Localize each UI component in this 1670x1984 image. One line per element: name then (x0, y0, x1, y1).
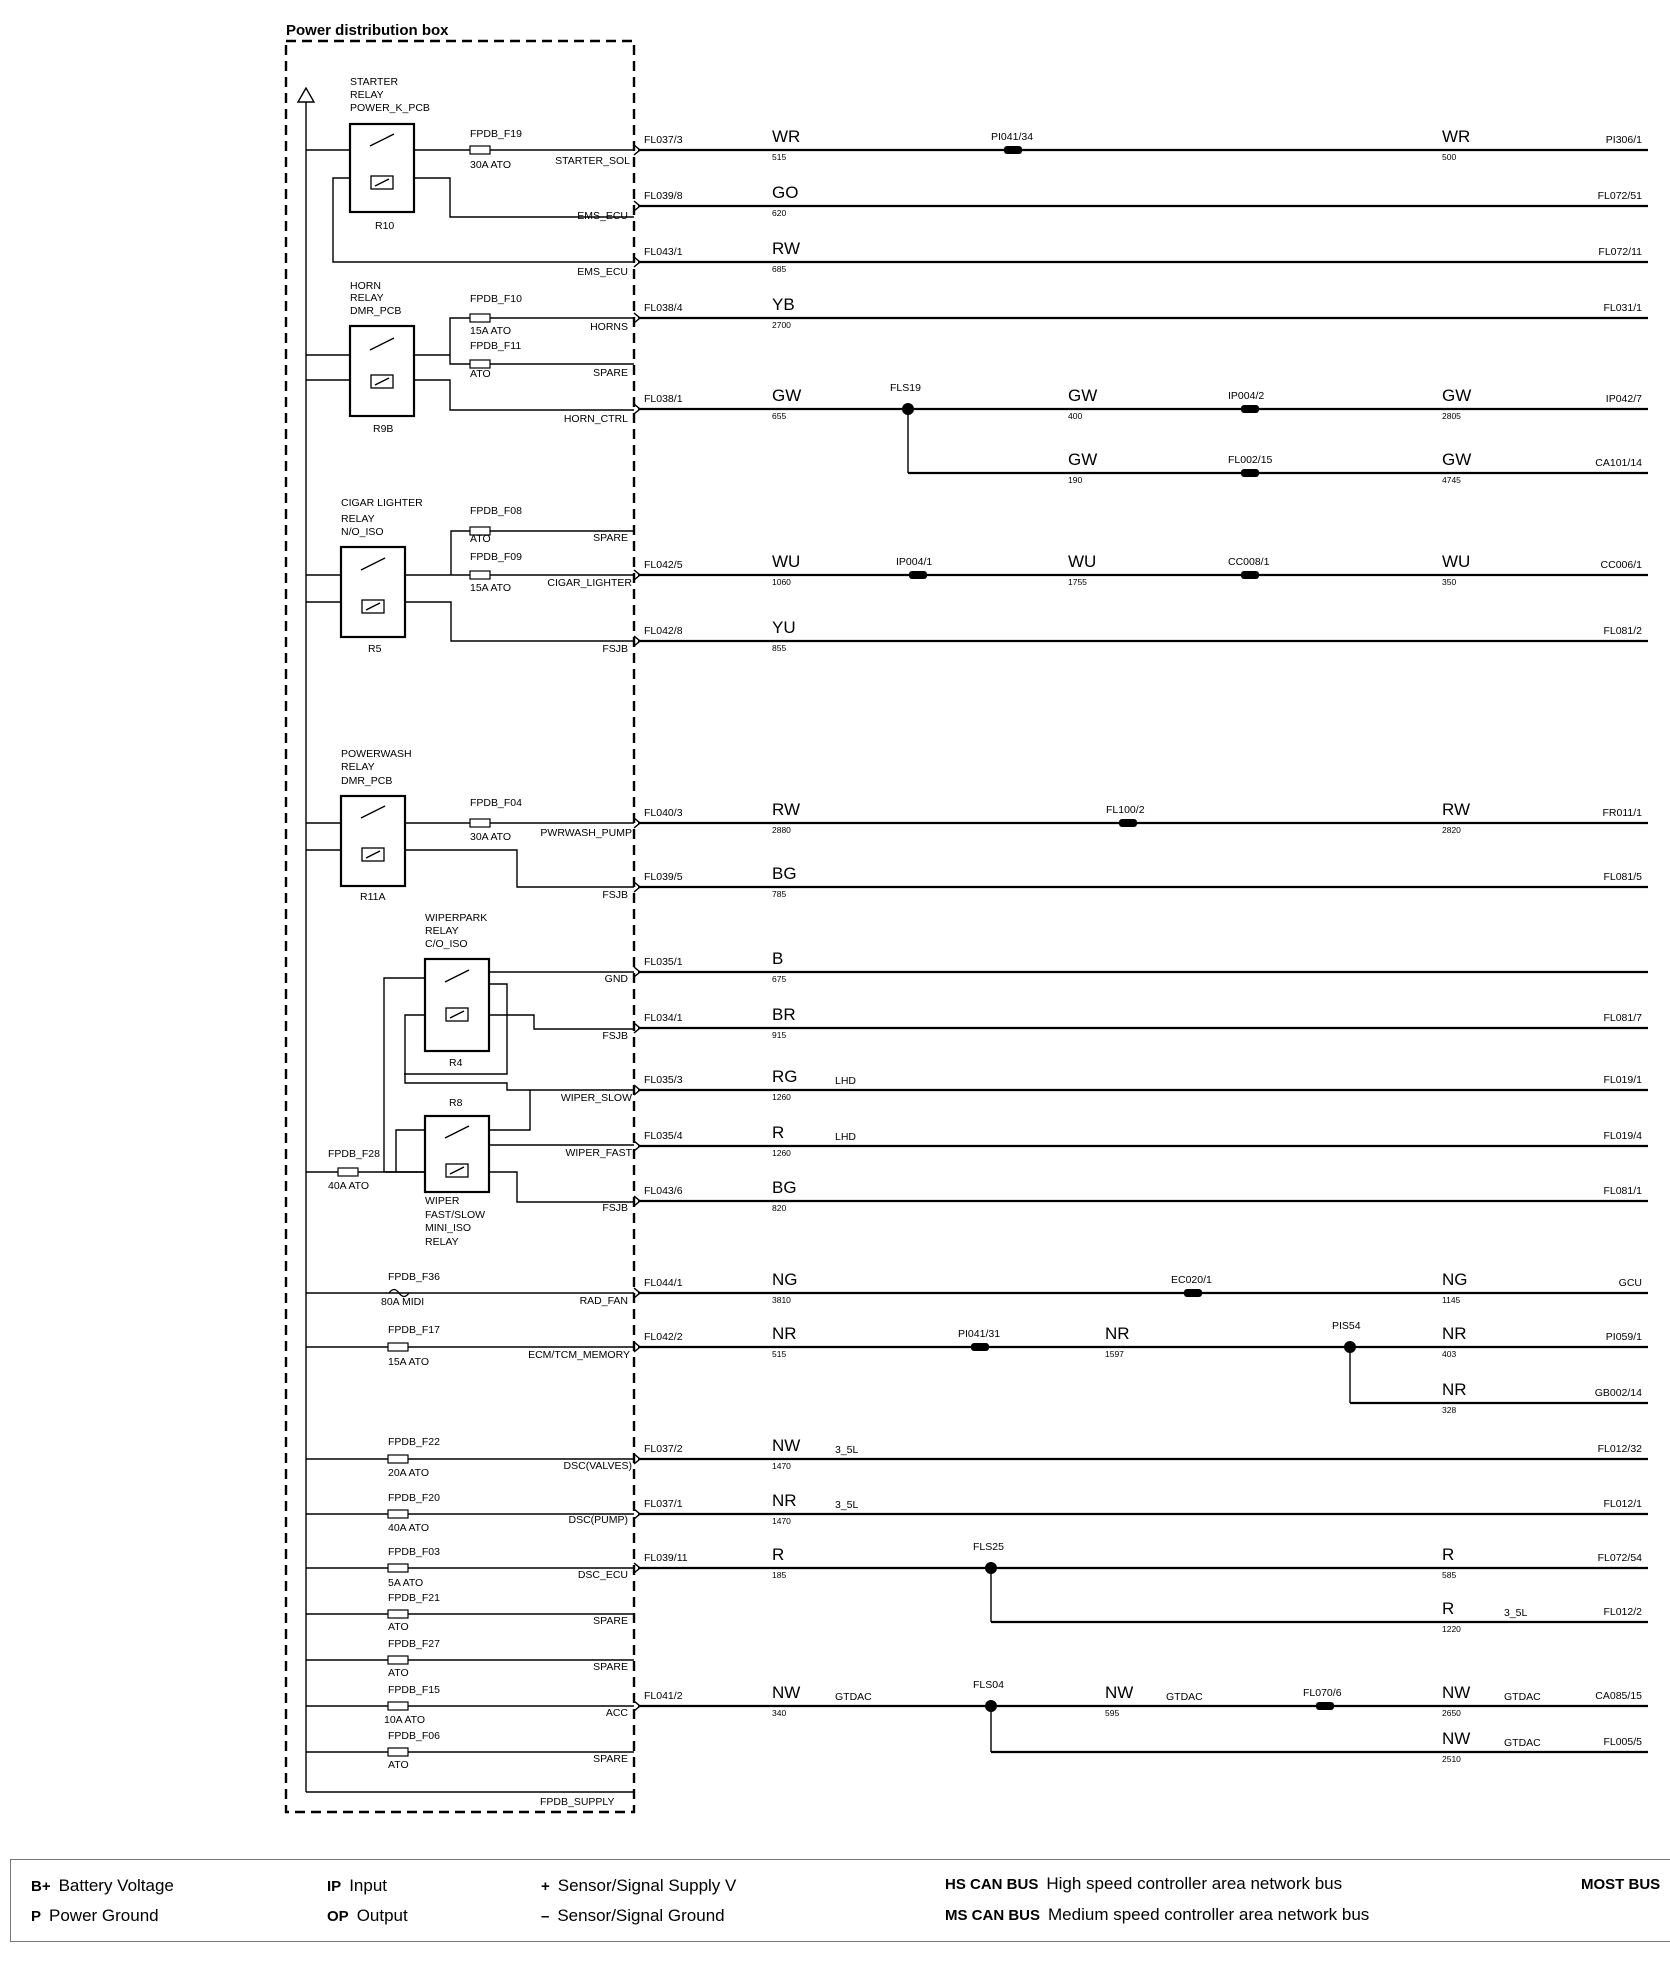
wire-number: 1470 (772, 1516, 791, 1526)
segment-number: 595 (1105, 1708, 1120, 1718)
circuit-label: RAD_FAN (579, 1295, 628, 1307)
segment-number: 403 (1442, 1349, 1457, 1359)
fuse-f10 (470, 293, 522, 337)
inline-connector-label: PI041/34 (991, 131, 1034, 143)
wire-number: 2880 (772, 825, 791, 835)
svg-text:WIPER: WIPER (425, 1195, 460, 1207)
destination-label: FL031/1 (1603, 302, 1642, 314)
legend-item: HS CAN BUS High speed controller area network bus (945, 1874, 1343, 1893)
circuit-label: EMS_ECU (577, 266, 628, 278)
segment-color: WR (1442, 127, 1471, 146)
segment-number: 4745 (1442, 475, 1461, 485)
circuit-label: HORN_CTRL (563, 413, 628, 425)
wire-color: GO (772, 183, 799, 202)
relay-r5 (341, 497, 423, 655)
destination-label: FL072/11 (1598, 246, 1642, 258)
inline-connector-label: FL002/15 (1228, 454, 1273, 466)
svg-text:FPDB_F28: FPDB_F28 (328, 1148, 380, 1160)
connector-pin-symbol (634, 1701, 640, 1711)
svg-text:15A ATO: 15A ATO (388, 1356, 430, 1368)
wire-number: 190 (1068, 475, 1083, 485)
svg-text:RELAY: RELAY (341, 513, 375, 525)
circuit-label: ACC (605, 1707, 628, 1719)
connector-pin-label: FL044/1 (644, 1277, 683, 1289)
wire-color: RG (772, 1067, 798, 1086)
connector-pin-symbol (634, 1509, 640, 1519)
option-label: 3_5L (835, 1499, 859, 1511)
svg-text:R4: R4 (449, 1057, 463, 1069)
wire-color: WR (772, 127, 801, 146)
fuse-f36 (381, 1271, 440, 1308)
wire-number: 855 (772, 643, 787, 653)
connector-pin-label: FL035/1 (644, 956, 683, 968)
wire-number: 785 (772, 889, 787, 899)
connector-pin-label: FL038/1 (644, 393, 683, 405)
segment-color: GW (1442, 450, 1472, 469)
destination-label: CC006/1 (1600, 559, 1642, 571)
circuit-label: FSJB (602, 1202, 628, 1214)
svg-text:FPDB_F22: FPDB_F22 (388, 1436, 440, 1448)
destination-label: CA101/14 (1595, 457, 1642, 469)
connector-pin-label: FL040/3 (644, 807, 683, 819)
svg-text:ATO: ATO (470, 533, 491, 545)
fuse-f21 (388, 1592, 440, 1633)
circuit-labels (528, 155, 632, 1765)
segment-color: NW (1442, 1683, 1471, 1702)
circuit-label: EMS_ECU (577, 210, 628, 222)
svg-text:FPDB_F20: FPDB_F20 (388, 1492, 440, 1504)
legend (10, 1859, 1670, 1942)
destination-label: FL072/54 (1597, 1552, 1642, 1564)
legend-item: MOST BUS (1581, 1876, 1661, 1893)
svg-text:R8: R8 (449, 1097, 463, 1109)
svg-text:POWER_K_PCB: POWER_K_PCB (350, 102, 430, 114)
wire-color: BG (772, 1178, 797, 1197)
connector-pin-label: FL035/4 (644, 1130, 683, 1142)
connector-pin-symbol (634, 1141, 640, 1151)
segment-color: NW (1105, 1683, 1134, 1702)
wire-color: GW (772, 386, 802, 405)
connector-pin-label: FL043/1 (644, 246, 683, 258)
svg-text:FPDB_F27: FPDB_F27 (388, 1638, 440, 1650)
splice-label: FLS19 (890, 382, 921, 394)
wire-color: NR (772, 1324, 797, 1343)
circuit-label: DSC(VALVES) (563, 1460, 632, 1472)
inline-connector (971, 1343, 989, 1351)
fuse-f08 (470, 505, 522, 545)
circuit-label: SPARE (593, 367, 628, 379)
svg-text:40A ATO: 40A ATO (388, 1522, 430, 1534)
segment-number: 350 (1442, 577, 1457, 587)
destination-label: FR011/1 (1602, 807, 1642, 819)
svg-text:15A ATO: 15A ATO (470, 325, 512, 337)
wire-number: 1260 (772, 1148, 791, 1158)
destination-label: FL019/1 (1603, 1074, 1642, 1086)
legend-item: MS CAN BUS Medium speed controller area network bus (945, 1905, 1370, 1924)
circuit-label: GND (604, 973, 628, 985)
segment-color: NR (1105, 1324, 1130, 1343)
connector-pin-symbol (634, 967, 640, 977)
svg-text:FPDB_F10: FPDB_F10 (470, 293, 522, 305)
inline-connector (1184, 1289, 1202, 1297)
relay-r9b (350, 280, 414, 435)
segment-color: NG (1442, 1270, 1468, 1289)
connector-pin-label: FL042/8 (644, 625, 683, 637)
wire-color: R (1442, 1599, 1455, 1618)
wire-color: R (772, 1545, 785, 1564)
inline-connector-label: IP004/2 (1228, 390, 1265, 402)
svg-text:RELAY: RELAY (425, 1236, 459, 1248)
fuse-f27 (388, 1638, 440, 1679)
circuit-label: SPARE (593, 1615, 628, 1627)
destination-label: FL012/1 (1603, 1498, 1642, 1510)
svg-text:10A ATO: 10A ATO (384, 1714, 426, 1726)
svg-text:FAST/SLOW: FAST/SLOW (425, 1209, 486, 1221)
segment-option: GTDAC (1504, 1691, 1541, 1703)
connector-pin-label: FL043/6 (644, 1185, 683, 1197)
destination-label: FL072/51 (1597, 190, 1642, 202)
wire-number: 685 (772, 264, 787, 274)
destination-label: PI059/1 (1605, 1331, 1642, 1343)
svg-text:FPDB_F19: FPDB_F19 (470, 128, 522, 140)
legend-item: B+ Battery Voltage (31, 1876, 174, 1895)
svg-text:FPDB_F04: FPDB_F04 (470, 797, 522, 809)
svg-text:HORN: HORN (350, 280, 381, 292)
svg-text:30A ATO: 30A ATO (470, 831, 512, 843)
svg-text:15A ATO: 15A ATO (470, 582, 512, 594)
power-distribution-box-outline (286, 41, 634, 1812)
fuse-f09 (470, 551, 522, 594)
destination-label: FL081/7 (1603, 1012, 1642, 1024)
internal-wiring (306, 150, 634, 1752)
circuit-label: FSJB (602, 643, 628, 655)
segment-number: 1597 (1105, 1349, 1124, 1359)
svg-text:80A MIDI: 80A MIDI (381, 1296, 425, 1308)
relay-r8 (425, 1097, 489, 1248)
splice-label: FLS25 (973, 1541, 1004, 1553)
destination-label: FL081/1 (1603, 1185, 1642, 1197)
wire-number: 620 (772, 208, 787, 218)
wire-number: 328 (1442, 1405, 1457, 1415)
inline-connector-label: PI041/31 (958, 1328, 1001, 1340)
svg-text:40A ATO: 40A ATO (328, 1180, 370, 1192)
wire-color: GW (1068, 450, 1098, 469)
fuse-f15 (384, 1684, 440, 1726)
wire-color: R (772, 1123, 785, 1142)
legend-item: IP Input (327, 1876, 387, 1895)
svg-text:MINI_ISO: MINI_ISO (425, 1222, 472, 1234)
circuit-label: CIGAR_LIGHTER (547, 577, 632, 589)
svg-text:WIPERPARK: WIPERPARK (425, 912, 488, 924)
fuse-f04 (470, 797, 522, 843)
circuit-label: FSJB (602, 889, 628, 901)
connector-pin-label: FL037/2 (644, 1443, 683, 1455)
wire-color: RW (772, 800, 801, 819)
segment-number: 500 (1442, 152, 1457, 162)
wire-number: 185 (772, 1570, 787, 1580)
svg-text:R10: R10 (375, 220, 395, 232)
segment-option: GTDAC (1166, 1691, 1203, 1703)
segment-number: 2650 (1442, 1708, 1461, 1718)
svg-text:STARTER: STARTER (350, 76, 399, 88)
svg-text:ATO: ATO (388, 1759, 409, 1771)
segment-number: 400 (1068, 411, 1083, 421)
wire-number: 915 (772, 1030, 787, 1040)
segment-color: R (1442, 1545, 1455, 1564)
wire-number: 655 (772, 411, 787, 421)
wire-color: RW (772, 239, 801, 258)
svg-text:ATO: ATO (388, 1621, 409, 1633)
connector-pin-label: FL034/1 (644, 1012, 683, 1024)
wire-color: NW (772, 1436, 801, 1455)
option-label: GTDAC (835, 1691, 872, 1703)
inline-connector (1119, 819, 1137, 827)
inline-connector-label: CC008/1 (1228, 556, 1270, 568)
destination-label: CA085/15 (1595, 1690, 1642, 1702)
wire-number: 1260 (772, 1092, 791, 1102)
connector-pin-symbol (634, 404, 640, 414)
svg-text:FPDB_F36: FPDB_F36 (388, 1271, 440, 1283)
segment-color: GW (1442, 386, 1472, 405)
wires (634, 127, 1648, 1764)
splice-label: FLS04 (973, 1679, 1004, 1691)
svg-text:R5: R5 (368, 643, 382, 655)
destination-label: FL012/32 (1597, 1443, 1642, 1455)
wire-color: YU (772, 618, 796, 637)
fuse-f17 (388, 1324, 440, 1368)
svg-text:RELAY: RELAY (350, 89, 384, 101)
segment-number: 2820 (1442, 825, 1461, 835)
svg-text:30A ATO: 30A ATO (470, 159, 512, 171)
wire-color: YB (772, 295, 795, 314)
circuit-label: SPARE (593, 1661, 628, 1673)
svg-text:20A ATO: 20A ATO (388, 1467, 430, 1479)
destination-label: GB002/14 (1594, 1387, 1642, 1399)
wire-number: 2700 (772, 320, 791, 330)
wire-color: NG (772, 1270, 798, 1289)
wire-number: 1060 (772, 577, 791, 587)
wire-color: BG (772, 864, 797, 883)
wire-number: 820 (772, 1203, 787, 1213)
wire-color: BR (772, 1005, 796, 1024)
connector-pin-label: FL039/11 (644, 1552, 688, 1564)
svg-text:RELAY: RELAY (425, 925, 459, 937)
circuit-label: SPARE (593, 1753, 628, 1765)
svg-text:DMR_PCB: DMR_PCB (341, 775, 393, 787)
wire-number: 515 (772, 1349, 787, 1359)
svg-text:C/O_ISO: C/O_ISO (425, 938, 468, 950)
destination-label: FL081/2 (1603, 625, 1642, 637)
destination-label: FL012/2 (1603, 1606, 1642, 1618)
legend-item: OP Output (327, 1906, 408, 1925)
inline-connector (1241, 405, 1259, 413)
circuit-label: HORNS (590, 321, 628, 333)
circuit-label: DSC(PUMP) (568, 1514, 628, 1526)
connector-pin-label: FL041/2 (644, 1690, 683, 1702)
legend-item: + Sensor/Signal Supply V (541, 1876, 737, 1895)
svg-text:R9B: R9B (373, 423, 394, 435)
inline-connector (1004, 146, 1022, 154)
destination-label: GCU (1618, 1277, 1642, 1289)
svg-text:FPDB_F03: FPDB_F03 (388, 1546, 440, 1558)
circuit-label: WIPER_FAST (565, 1147, 632, 1159)
legend-item: P Power Ground (31, 1906, 159, 1925)
segment-number: 585 (1442, 1570, 1457, 1580)
option-label: GTDAC (1504, 1737, 1541, 1749)
wire-number: 1220 (1442, 1624, 1461, 1634)
svg-text:RELAY: RELAY (350, 292, 384, 304)
connector-pin-label: FL042/2 (644, 1331, 683, 1343)
segment-number: 2805 (1442, 411, 1461, 421)
svg-text:5A ATO: 5A ATO (388, 1577, 424, 1589)
wire-color: NR (1442, 1380, 1467, 1399)
circuit-label: WIPER_SLOW (560, 1092, 632, 1104)
wire-number: 515 (772, 152, 787, 162)
fuse-f20 (388, 1492, 440, 1534)
destination-label: FL005/5 (1603, 1736, 1642, 1748)
connector-pin-label: FL039/5 (644, 871, 683, 883)
inline-connector-label: EC020/1 (1171, 1274, 1212, 1286)
destination-label: FL081/5 (1603, 871, 1642, 883)
wire-color: NW (1442, 1729, 1471, 1748)
circuit-label: SPARE (593, 532, 628, 544)
segment-number: 1755 (1068, 577, 1087, 587)
segment-color: GW (1068, 386, 1098, 405)
destination-label: PI306/1 (1605, 134, 1642, 146)
circuit-label: PWRWASH_PUMP (540, 827, 632, 839)
fuse-f06 (388, 1730, 440, 1771)
connector-pin-label: FL037/3 (644, 134, 683, 146)
segment-color: WU (1068, 552, 1097, 571)
svg-text:FPDB_F08: FPDB_F08 (470, 505, 522, 517)
fuse-f22 (388, 1436, 440, 1479)
box-title: Power distribution box (286, 22, 449, 39)
svg-text:R11A: R11A (360, 891, 386, 903)
connector-pin-label: FL035/3 (644, 1074, 683, 1086)
inline-connector (1241, 571, 1259, 579)
wire-color: NW (772, 1683, 801, 1702)
circuit-label: ECM/TCM_MEMORY (528, 1349, 630, 1361)
segment-color: RW (1442, 800, 1471, 819)
splice-label: PIS54 (1332, 1320, 1361, 1332)
svg-text:FPDB_F21: FPDB_F21 (388, 1592, 440, 1604)
svg-text:FPDB_F09: FPDB_F09 (470, 551, 522, 563)
wire-number: 675 (772, 974, 787, 984)
relay-r11a (341, 748, 412, 903)
connector-pin-label: FL042/5 (644, 559, 683, 571)
circuit-label: DSC_ECU (577, 1569, 628, 1581)
circuit-label: FSJB (602, 1030, 628, 1042)
segment-color: NR (1442, 1324, 1467, 1343)
inline-connector (909, 571, 927, 579)
inline-connector (1316, 1702, 1334, 1710)
svg-text:FPDB_F15: FPDB_F15 (388, 1684, 440, 1696)
relay-r10 (350, 76, 430, 232)
connector-pin-label: FL038/4 (644, 302, 683, 314)
fuse-f28 (328, 1148, 380, 1192)
svg-text:ATO: ATO (470, 368, 491, 380)
fuse-f11 (470, 340, 521, 380)
svg-text:N/O_ISO: N/O_ISO (341, 526, 384, 538)
segment-color: WU (1442, 552, 1471, 571)
circuit-label: STARTER_SOL (555, 155, 630, 167)
destination-label: IP042/7 (1605, 393, 1642, 405)
svg-text:ATO: ATO (388, 1667, 409, 1679)
svg-text:CIGAR LIGHTER: CIGAR LIGHTER (341, 497, 423, 509)
option-label: 3_5L (835, 1444, 859, 1456)
relay-r4 (425, 912, 489, 1069)
inline-connector-label: FL100/2 (1106, 804, 1145, 816)
connector-pin-label: FL037/1 (644, 1498, 683, 1510)
circuit-label: FPDB_SUPPLY (540, 1796, 615, 1808)
svg-text:FPDB_F17: FPDB_F17 (388, 1324, 440, 1336)
wire-number: 340 (772, 1708, 787, 1718)
inline-connector-label: IP004/1 (896, 556, 933, 568)
wire-color: NR (772, 1491, 797, 1510)
svg-text:DMR_PCB: DMR_PCB (350, 305, 402, 317)
wire-number: 1470 (772, 1461, 791, 1471)
svg-text:POWERWASH: POWERWASH (341, 748, 412, 760)
inline-connector-label: FL070/6 (1303, 1687, 1342, 1699)
wire-number: 3810 (772, 1295, 791, 1305)
option-label: 3_5L (1504, 1607, 1528, 1619)
svg-text:RELAY: RELAY (341, 761, 375, 773)
wire-color: B (772, 949, 784, 968)
wire-number: 2510 (1442, 1754, 1461, 1764)
connector-pin-label: FL039/8 (644, 190, 683, 202)
legend-item: – Sensor/Signal Ground (541, 1906, 725, 1925)
wire-color: WU (772, 552, 801, 571)
option-label: LHD (835, 1075, 857, 1087)
destination-label: FL019/4 (1603, 1130, 1642, 1142)
battery-supply-symbol (298, 88, 314, 102)
segment-number: 1145 (1442, 1295, 1461, 1305)
svg-text:FPDB_F11: FPDB_F11 (470, 340, 522, 352)
inline-connector (1241, 469, 1259, 477)
svg-text:FPDB_F06: FPDB_F06 (388, 1730, 440, 1742)
option-label: LHD (835, 1131, 857, 1143)
